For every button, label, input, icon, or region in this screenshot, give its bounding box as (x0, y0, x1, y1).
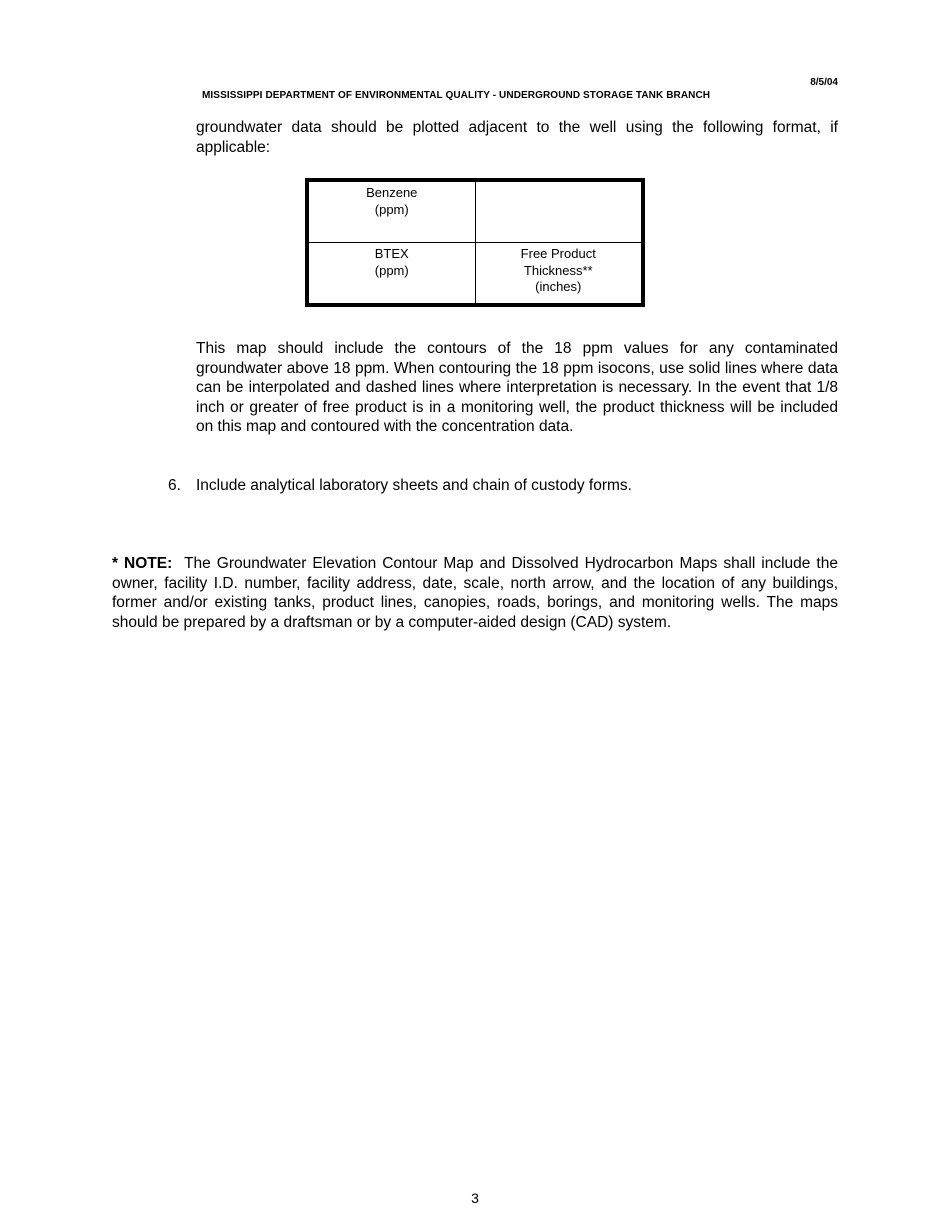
free-product-label: Free Product (520, 246, 596, 261)
btex-cell (307, 243, 475, 306)
btex-unit: (ppm) (374, 262, 409, 278)
page-number: 3 (471, 1190, 479, 1206)
empty-cell (475, 180, 643, 243)
contour-paragraph: This map should include the contours of the 18 ppm values for any contaminated groundwater above 18 ppm. When contouring the 18 ppm isocons, use solid lines where data can be interpolated and dashed lines where interpretation is necessary. In the event that 1/8 inch or greater of free product is in a monitoring well, the product thickness will be included on this map and contoured with the concentration data. (196, 340, 838, 435)
benzene-label: Benzene (366, 185, 418, 200)
note-label: * NOTE: (112, 555, 173, 572)
benzene-unit: (ppm) (374, 201, 409, 217)
header-date: 8/5/04 (810, 77, 838, 88)
note-paragraph (112, 554, 838, 632)
data-format-table (305, 178, 645, 307)
intro-paragraph: groundwater data should be plotted adjacent to the well using the following format, if applicable: (196, 119, 838, 156)
list-item-number: 6. (168, 477, 181, 494)
btex-label: BTEX (374, 246, 409, 261)
table-row (307, 180, 643, 243)
header-organization: MISSISSIPPI DEPARTMENT OF ENVIRONMENTAL QUALITY - UNDERGROUND STORAGE TANK BRANCH (202, 90, 711, 101)
note-text: The Groundwater Elevation Contour Map and Dissolved Hydrocarbon Maps shall include the owner, facility I.D. number, facility address, date, scale, north arrow, and the location of any buildings, former and/or existing tanks, product lines, canopies, roads, borings, and monitoring wells. The maps should be prepared by a draftsman or by a computer-aided design (CAD) system. (112, 555, 838, 631)
thickness-label: Thickness** (523, 262, 593, 278)
benzene-cell (307, 180, 475, 243)
table-row (307, 243, 643, 306)
list-item-text: Include analytical laboratory sheets and chain of custody forms. (196, 477, 632, 494)
free-product-cell (475, 243, 643, 306)
thickness-unit: (inches) (535, 279, 582, 294)
